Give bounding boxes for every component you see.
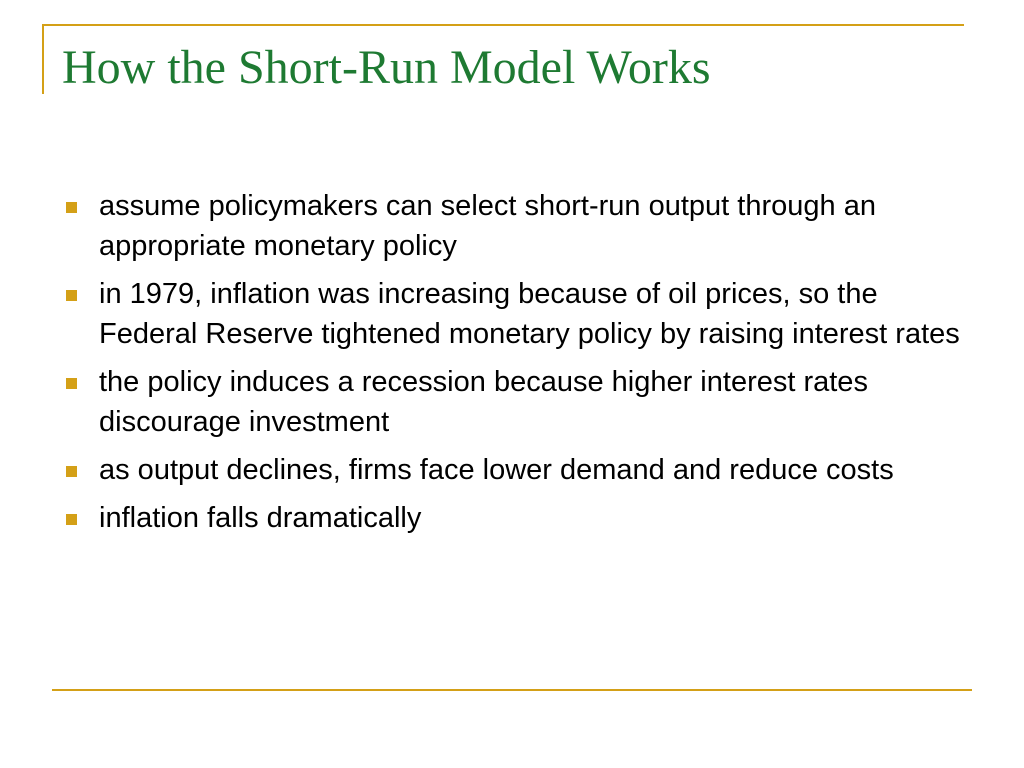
slide-title: How the Short-Run Model Works: [62, 41, 711, 94]
bullet-text: the policy induces a recession because higher interest rates discourage investment: [99, 366, 868, 438]
square-bullet-icon: [66, 202, 77, 213]
bullet-item: [66, 362, 966, 442]
bullet-text: as output declines, firms face lower demand and reduce costs: [99, 454, 894, 486]
square-bullet-icon: [66, 378, 77, 389]
left-frame-line: [42, 24, 44, 94]
top-frame-line: [42, 24, 964, 26]
bullet-list: [66, 186, 966, 546]
square-bullet-icon: [66, 290, 77, 301]
square-bullet-icon: [66, 466, 77, 477]
bullet-item: [66, 274, 966, 354]
bullet-text: inflation falls dramatically: [99, 502, 422, 534]
bullet-text: in 1979, inflation was increasing because of oil prices, so the Federal Reserve tightened monetary policy by raising interest rates: [99, 278, 960, 350]
bottom-divider-line: [52, 689, 972, 691]
bullet-item: [66, 186, 966, 266]
bullet-text: assume policymakers can select short-run output through an appropriate monetary policy: [99, 190, 876, 262]
bullet-item: [66, 450, 966, 490]
square-bullet-icon: [66, 514, 77, 525]
bullet-item: [66, 498, 966, 538]
